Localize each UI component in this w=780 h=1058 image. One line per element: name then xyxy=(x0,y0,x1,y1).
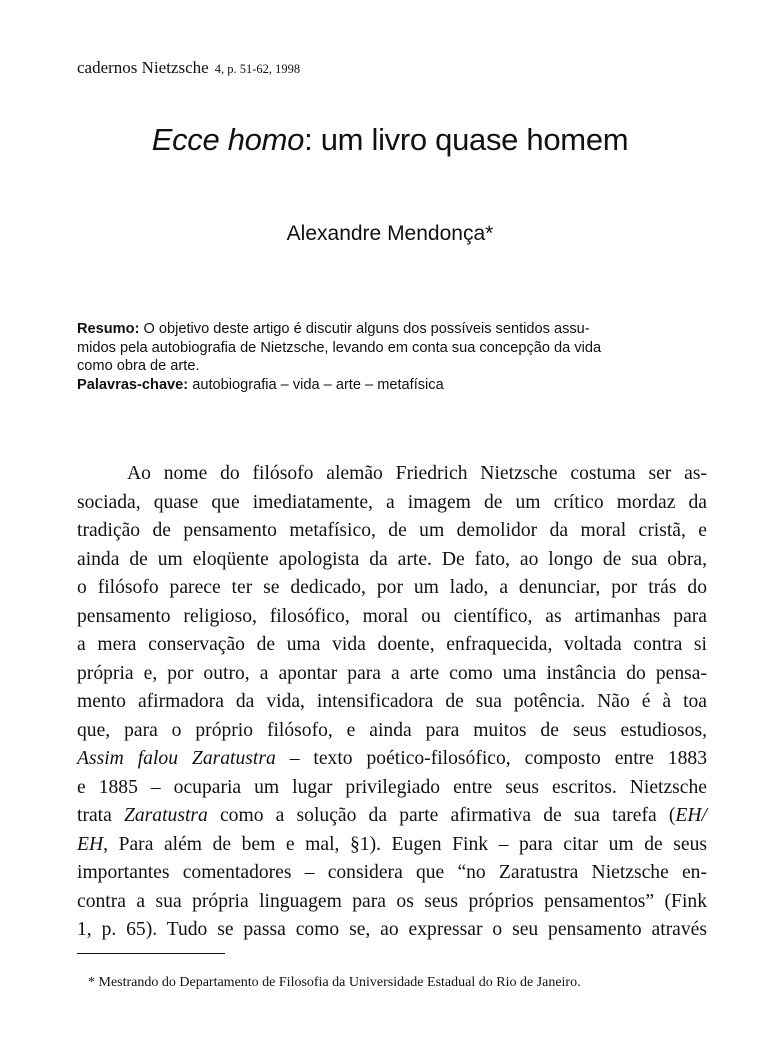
body-line: ainda de um eloqüente apologista da arte. De fato, ao longo de sua obra, xyxy=(77,548,707,570)
abstract-line: midos pela autobiografia de Nietzsche, levando em conta sua concepção da vida xyxy=(77,339,602,356)
body-line: e 1885 – ocuparia um lugar privilegiado entre seus escritos. Nietzsche xyxy=(77,776,707,798)
body-line: mento afirmadora da vida, intensificadora de sua potência. Não é à toa xyxy=(77,691,707,712)
abstract-line: como obra de arte. xyxy=(77,358,200,374)
body-line: pensamento religioso, filosófico, moral ou científico, as artimanhas para xyxy=(77,605,707,627)
body-segment: , Para além de bem e mal, §1). Eugen Fink – para citar um de seus xyxy=(103,833,707,855)
body-line: sociada, quase que imediatamente, a imagem de um crítico mordaz da xyxy=(77,491,707,513)
abstract-block xyxy=(77,320,707,394)
citation-abbrev: EH xyxy=(77,833,104,855)
body-text xyxy=(77,460,707,945)
body-line: contra a sua própria linguagem para os seus próprios pensamentos” (Fink xyxy=(77,890,707,912)
abstract-line xyxy=(77,320,707,339)
body-segment: – texto poético-filosófico, composto entre 1883 xyxy=(275,748,707,769)
body-line: importantes comentadores – considera que “no Zaratustra Nietzsche en- xyxy=(77,862,707,883)
title-rest: : um livro quase homem xyxy=(304,122,629,157)
body-line: própria e, por outro, a apontar para a arte como uma instância do pensa- xyxy=(77,662,707,684)
page-reference: 4, p. 51-62, 1998 xyxy=(214,62,301,76)
abstract-text-1: O objetivo deste artigo é discutir alguns dos possíveis sentidos assu- xyxy=(143,321,590,337)
keywords-text: autobiografia – vida – arte – metafísica xyxy=(192,376,444,393)
article-title xyxy=(0,122,780,158)
body-line: Ao nome do filósofo alemão Friedrich Nietzsche costuma ser as- xyxy=(127,463,707,484)
book-title: Zaratustra xyxy=(123,805,208,826)
body-line xyxy=(77,745,707,774)
running-header xyxy=(77,58,300,78)
body-line: o filósofo parece ter se dedicado, por um lado, a denunciar, por trás do xyxy=(77,577,707,598)
citation-abbrev: EH/ xyxy=(675,805,707,826)
body-segment: como a solução da parte afirmativa de sua tarefa ( xyxy=(207,805,676,826)
book-title: Assim falou Zaratustra xyxy=(77,748,276,769)
author-name: Alexandre Mendonça* xyxy=(286,222,494,245)
body-line xyxy=(77,802,707,831)
keywords-label: Palavras-chave: xyxy=(77,376,189,393)
footnote: * Mestrando do Departamento de Filosofia da Universidade Estadual do Rio de Janeiro. xyxy=(88,975,581,990)
body-segment: trata xyxy=(77,805,124,826)
keywords-line xyxy=(77,376,707,395)
body-line xyxy=(77,831,707,860)
footnote-rule xyxy=(77,953,225,954)
body-line: a mera conservação de uma vida doente, enfraquecida, voltada contra si xyxy=(77,634,707,655)
body-line: 1, p. 65). Tudo se passa como se, ao expressar o seu pensamento através xyxy=(77,919,707,940)
journal-name: cadernos Nietzsche xyxy=(77,58,209,77)
title-italic: Ecce homo xyxy=(151,122,305,157)
body-line: tradição de pensamento metafísico, de um demolidor da moral cristã, e xyxy=(77,520,707,541)
abstract-label: Resumo: xyxy=(77,321,140,337)
body-line: que, para o próprio filósofo, e ainda para muitos de seus estudiosos, xyxy=(77,719,707,741)
